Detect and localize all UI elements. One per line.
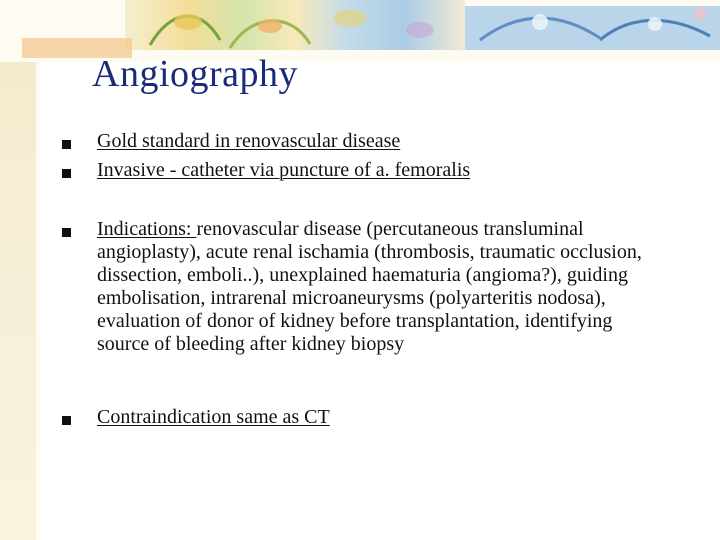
bullet-text: Invasive - catheter via puncture of a. femoralis	[97, 159, 471, 181]
bullet-text	[97, 218, 657, 356]
slide-title: Angiography	[92, 53, 299, 95]
bullet-marker	[62, 416, 71, 425]
indications-body: renovascular disease (percutaneous transluminal angioplasty), acute renal ischamia (thrombosis, traumatic occlusion, dissection, emboli..), unexplained haematuria (angioma?), guiding embolisation, intrarenal microaneurysms (polyarteritis nodosa), evaluation of donor of kidney before transplantation, identifying source of bleeding after kidney biopsy	[97, 218, 642, 355]
indications-lead-label: Indications:	[97, 218, 197, 240]
bullet-marker	[62, 140, 71, 149]
bullet-text: Contraindication same as CT	[97, 406, 330, 428]
bullet-marker	[62, 169, 71, 178]
bullet-text: Gold standard in renovascular disease	[97, 130, 401, 152]
decorative-left-band	[0, 0, 36, 540]
bullet-marker	[62, 228, 71, 237]
